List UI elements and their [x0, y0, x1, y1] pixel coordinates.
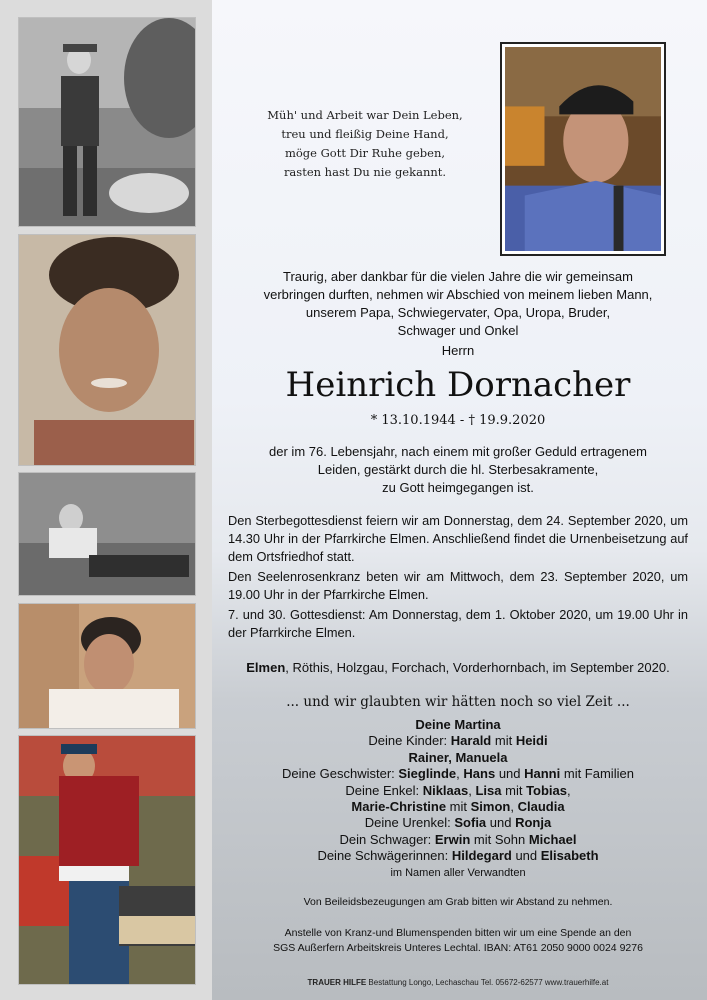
poem-line: treu und fleißig Deine Hand, — [281, 127, 449, 141]
mourners-list — [218, 717, 698, 881]
place-elmen: Elmen — [246, 660, 286, 675]
passing-text — [218, 443, 698, 497]
passing-line: der im 76. Lebensjahr, nach einem mit großer Geduld ertragenem — [269, 444, 647, 459]
mourner-line: Deine Urenkel: Sofia und Ronja — [364, 815, 552, 831]
intro-line: unserem Papa, Schwiegervater, Opa, Uropa, Bruder, — [305, 305, 611, 320]
donation-note — [218, 926, 698, 956]
photo-accordion-player — [18, 735, 196, 985]
donation-line: SGS Außerfern Arbeitskreis Unteres Lechtal. IBAN: AT61 2050 9000 0024 9276 — [273, 942, 643, 954]
quote: ... und wir glaubten wir hätten noch so viel Zeit ... — [286, 694, 630, 710]
mourner-line: im Namen aller Verwandten — [390, 866, 526, 879]
photo-boy-with-goats — [18, 17, 196, 227]
deceased-name: Heinrich Dornacher — [285, 365, 631, 405]
photo-man-lying-on-grass — [18, 472, 196, 596]
mourner-line: Marie-Christine mit Simon, Claudia — [351, 799, 565, 815]
mourner-line: Deine Enkel: Niklaas, Lisa mit Tobias, — [345, 782, 571, 798]
memorial-mass-text: 7. und 30. Gottesdienst: Am Donnerstag, dem 1. Oktober 2020, um 19.00 Uhr in der Pfarrkirche Elmen. — [228, 607, 688, 640]
salutation: Herrn — [441, 343, 475, 358]
passing-line: Leiden, gestärkt durch die hl. Sterbesakramente, — [317, 462, 599, 477]
memorial-poem — [250, 106, 480, 182]
mourner-line: Deine Schwägerinnen: Hildegard und Elisabeth — [317, 848, 599, 864]
intro-line: Schwager und Onkel — [397, 323, 519, 338]
portrait-photo — [500, 42, 666, 256]
mourner-line: Deine Geschwister: Sieglinde, Hans und Hanni mit Familien — [282, 766, 634, 782]
poem-line: rasten hast Du nie gekannt. — [283, 165, 447, 179]
footer-text: Bestattung Longo, Lechaschau Tel. 05672-62577 www.trauerhilfe.at — [366, 978, 609, 987]
mourner-line: Rainer, Manuela — [408, 749, 508, 765]
condolence-note: Von Beileidsbezeugungen am Grab bitten wir Abstand zu nehmen. — [303, 896, 613, 908]
poem-line: möge Gott Dir Ruhe geben, — [284, 146, 446, 160]
intro-line: verbringen durften, nehmen wir Abschied von meinem lieben Mann, — [263, 287, 653, 302]
photo-young-man — [18, 603, 196, 729]
places-rest: , Röthis, Holzgau, Forchach, Vorderhornbach, im September 2020. — [285, 660, 670, 675]
poem-line: Müh' und Arbeit war Dein Leben, — [267, 108, 463, 122]
photo-sidebar — [0, 0, 212, 1000]
footer — [218, 978, 698, 987]
mourner-line: Deine Martina — [415, 717, 501, 732]
places-and-date — [218, 660, 698, 675]
funeral-service-text: Den Sterbegottesdienst feiern wir am Donnerstag, dem 24. September 2020, um 14.30 Uhr in der Pfarrkirche Elmen. Anschließend findet die Urnenbeisetzung auf dem Ortsfriedhof statt. — [228, 513, 688, 564]
mourner-line: Dein Schwager: Erwin mit Sohn Michael — [339, 831, 577, 847]
donation-line: Anstelle von Kranz-und Blumenspenden bitten wir um eine Spende an den — [284, 927, 632, 939]
passing-line: zu Gott heimgegangen ist. — [382, 480, 534, 495]
life-dates: * 13.10.1944 - † 19.9.2020 — [370, 413, 546, 428]
intro-line: Traurig, aber dankbar für die vielen Jahre die wir gemeinsam — [283, 269, 633, 284]
rosary-text: Den Seelenrosenkranz beten wir am Mittwoch, dem 23. September 2020, um 19.00 Uhr in der Pfarrkirche Elmen. — [228, 569, 688, 602]
footer-brand: TRAUER HILFE — [307, 978, 367, 987]
photo-youth-portrait — [18, 234, 196, 466]
mourner-line: Deine Kinder: Harald mit Heidi — [368, 733, 548, 749]
intro-text — [218, 268, 698, 360]
